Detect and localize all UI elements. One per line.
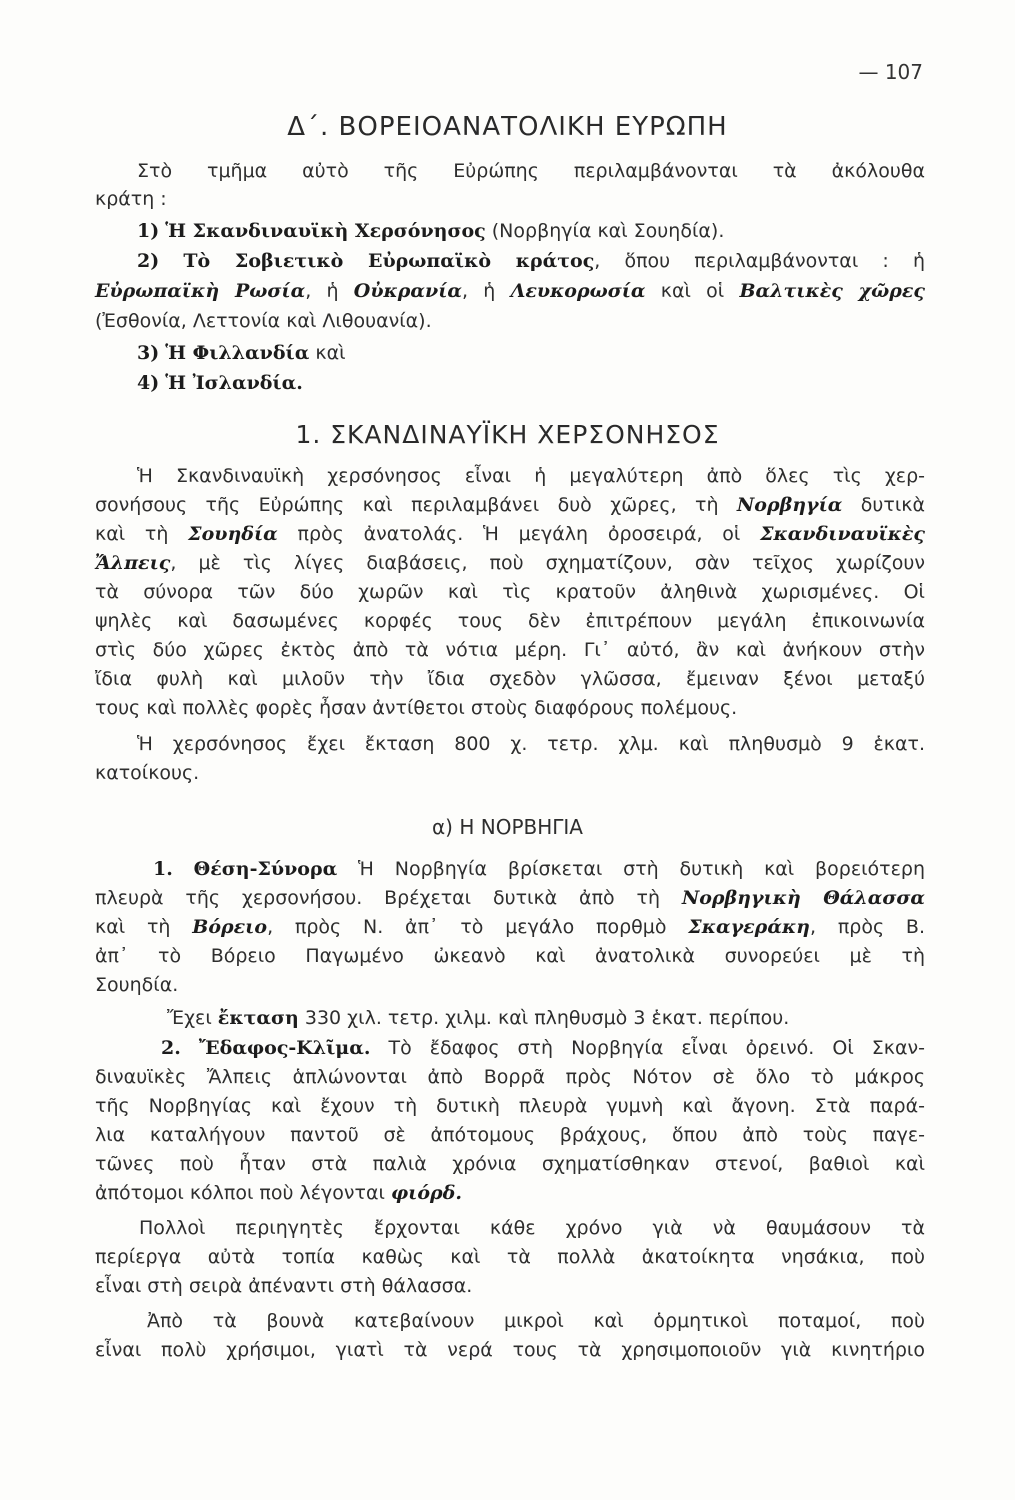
term-skagerrak: Σκαγεράκη bbox=[688, 916, 810, 938]
text-fragment: καὶ τὴ bbox=[95, 916, 193, 938]
term-norwegian-sea: Νορβηγικὴ Θάλασσα bbox=[681, 887, 925, 909]
subsection-title: 1. ΣΚΑΝΔΙΝΑΥΪΚΗ ΧΕΡΣΟΝΗΣΟΣ bbox=[295, 420, 720, 449]
term-ukraine: Οὐκρανία bbox=[353, 280, 463, 302]
list-item-2-text: , ὅπου περιλαμβάνονται : ἡ bbox=[594, 250, 925, 272]
text-fragment: , πρὸς Ν. ἀπ᾿ τὸ μεγάλο πορθμὸ bbox=[267, 916, 689, 938]
para5-line-6 bbox=[95, 1182, 925, 1204]
para1-line-6: ψηλὲς καὶ δασωμένες κορφές τους δὲν ἐπιτρέπουν μεγάλη ἐπικοινωνία bbox=[95, 610, 925, 632]
list-item-1-title: Ἡ Σκανδιναυϊκὴ Χερσόνησος bbox=[165, 220, 486, 242]
text-fragment: δυτικὰ bbox=[842, 494, 926, 516]
para6-line-3: εἶναι στὴ σειρὰ ἀπέναντι στὴ θάλασσα. bbox=[95, 1275, 473, 1297]
para3-line-2 bbox=[95, 887, 925, 909]
text-fragment: καὶ οἱ bbox=[645, 280, 740, 302]
text-fragment: καὶ τὴ bbox=[95, 523, 189, 545]
term-norway: Νορβηγία bbox=[736, 494, 843, 516]
list-item-1 bbox=[95, 220, 925, 242]
text-fragment: 330 χιλ. τετρ. χιλμ. καὶ πληθυσμὸ 3 ἑκατ. περίπου. bbox=[298, 1007, 790, 1029]
heading-terrain-climate: Ἔδαφος-Κλῖμα. bbox=[198, 1037, 371, 1059]
text-fragment: , μὲ τὶς λίγες διαβάσεις, ποὺ σχηματίζουν, σὰν τεῖχος χωρίζουν bbox=[170, 552, 925, 574]
list-item-1-number: 1) bbox=[137, 220, 160, 242]
text-fragment: πρὸς ἀνατολάς. Ἡ μεγάλη ὀροσειρά, οἱ bbox=[277, 523, 761, 545]
list-item-1-text: (Νορβηγία καὶ Σουηδία). bbox=[485, 220, 725, 242]
para2-line-2: κατοίκους. bbox=[95, 762, 200, 784]
para7-line-2: εἶναι πολὺ χρήσιμοι, γιατὶ τὰ νερά τους τὰ χρησιμοποιοῦν γιὰ κινητήριο bbox=[95, 1339, 925, 1361]
para6-line-2: περίεργα αὐτὰ τοπία καθὼς καὶ τὰ πολλὰ ἀκατοίκητα νησάκια, ποὺ bbox=[95, 1246, 925, 1268]
heading-position-borders: Θέση-Σύνορα bbox=[193, 858, 338, 880]
text-fragment: , ἡ bbox=[305, 280, 354, 302]
list-item-4-number: 4) bbox=[137, 372, 160, 394]
para5-line-1 bbox=[95, 1037, 925, 1059]
term-scandinavian: Σκανδιναυϊκὲς bbox=[760, 523, 925, 545]
para1-line-5: τὰ σύνορα τῶν δύο χωρῶν καὶ τὶς κρατοῦν ἀληθινὰ χωρισμένες. Οἱ bbox=[95, 581, 925, 603]
para3-number: 1. bbox=[153, 858, 173, 880]
page-number: — 107 bbox=[858, 60, 923, 84]
list-item-3 bbox=[95, 342, 925, 364]
text-fragment: Τὸ ἔδαφος στὴ Νορβηγία εἶναι ὀρεινό. Οἱ Σκαν- bbox=[370, 1037, 925, 1059]
intro-line-1: Στὸ τμῆμα αὐτὸ τῆς Εὐρώπης περιλαμβάνονται τὰ ἀκόλουθα bbox=[137, 160, 925, 182]
list-item-2-line-2 bbox=[95, 280, 925, 302]
para5-line-2: διναυϊκὲς Ἄλπεις ἁπλώνονται ἀπὸ Βορρᾶ πρὸς Νότον σὲ ὅλο τὸ μάκρος bbox=[95, 1066, 925, 1088]
para1-line-2 bbox=[95, 494, 925, 516]
para5-line-5: τῶνες ποὺ ἦταν στὰ παλιὰ χρόνια σχηματίσθηκαν στενοί, βαθιοὶ καὶ bbox=[95, 1153, 925, 1175]
section-title: Δ΄. ΒΟΡΕΙΟΑΝΑΤΟΛΙΚΗ ΕΥΡΩΠΗ bbox=[287, 112, 728, 142]
list-item-3-number: 3) bbox=[137, 342, 160, 364]
term-area: ἔκταση bbox=[217, 1007, 299, 1029]
para5-line-4: λια καταλήγουν παντοῦ σὲ ἀπότομους βράχους, ὅπου ἀπὸ τοὺς παγε- bbox=[95, 1124, 925, 1146]
para1-line-9: τους καὶ πολλὲς φορὲς ἦσαν ἀντίθετοι στοὺς διαφόρους πολέμους. bbox=[95, 697, 738, 719]
term-european-russia: Εὐρωπαϊκὴ Ρωσία bbox=[95, 280, 306, 302]
para3-line-3 bbox=[95, 916, 925, 938]
norway-heading: α) Η ΝΟΡΒΗΓΙΑ bbox=[432, 815, 583, 839]
para5-line-3: τῆς Νορβηγίας καὶ ἔχουν τὴ δυτικὴ πλευρὰ γυμνὴ καὶ ἄγονη. Στὰ παρά- bbox=[95, 1095, 925, 1117]
para3-line-4: ἀπ᾿ τὸ Βόρειο Παγωμένο ὠκεανὸ καὶ ἀνατολικὰ συνορεύει μὲ τὴ bbox=[95, 945, 925, 967]
term-belarus: Λευκορωσία bbox=[510, 280, 646, 302]
list-item-4 bbox=[95, 372, 925, 394]
list-item-3-title: Ἡ Φιλλανδία bbox=[165, 342, 310, 364]
para7-line-1: Ἀπὸ τὰ βουνὰ κατεβαίνουν μικροὶ καὶ ὁρμητικοὶ ποταμοί, ποὺ bbox=[147, 1310, 925, 1332]
list-item-2-title: Τὸ Σοβιετικὸ Εὐρωπαϊκὸ κράτος bbox=[183, 250, 595, 272]
term-fjord: φιόρδ. bbox=[390, 1182, 462, 1204]
list-item-2-line-3: (Ἐσθονία, Λεττονία καὶ Λιθουανία). bbox=[95, 310, 432, 332]
para1-line-4 bbox=[95, 552, 925, 574]
para1-line-8: ἴδια φυλὴ καὶ μιλοῦν τὴν ἴδια σχεδὸν γλῶσσα, ἔμειναν ξένοι μεταξύ bbox=[95, 668, 925, 690]
para2-line-1: Ἡ χερσόνησος ἔχει ἔκταση 800 χ. τετρ. χλμ. καὶ πληθυσμὸ 9 ἑκατ. bbox=[137, 733, 925, 755]
para1-line-1: Ἡ Σκανδιναυϊκὴ χερσόνησος εἶναι ἡ μεγαλύτερη ἀπὸ ὅλες τὶς χερ- bbox=[137, 465, 925, 487]
para3-line-5: Σουηδία. bbox=[95, 974, 179, 996]
para3-line-1 bbox=[95, 858, 925, 880]
para1-line-3 bbox=[95, 523, 925, 545]
term-alps: Ἄλπεις bbox=[95, 552, 171, 574]
list-item-2 bbox=[95, 250, 925, 272]
text-fragment: , ἡ bbox=[462, 280, 511, 302]
list-item-3-text: καὶ bbox=[309, 342, 346, 364]
text-fragment: ἀπότομοι κόλποι ποὺ λέγονται bbox=[95, 1182, 391, 1204]
text-fragment: σονήσους τῆς Εὐρώπης καὶ περιλαμβάνει δυὸ χῶρες, τὴ bbox=[95, 494, 737, 516]
text-fragment: Ἔχει bbox=[167, 1007, 218, 1029]
term-sweden: Σουηδία bbox=[188, 523, 278, 545]
para5-number: 2. bbox=[161, 1037, 181, 1059]
term-north-sea: Βόρειο bbox=[192, 916, 268, 938]
list-item-2-number: 2) bbox=[137, 250, 160, 272]
para4-line bbox=[95, 1007, 925, 1029]
para6-line-1: Πολλοὶ περιηγητὲς ἔρχονται κάθε χρόνο γιὰ νὰ θαυμάσουν τὰ bbox=[139, 1217, 925, 1239]
text-fragment: , πρὸς Β. bbox=[810, 916, 926, 938]
text-fragment: Ἡ Νορβηγία βρίσκεται στὴ δυτικὴ καὶ βορειότερη bbox=[337, 858, 925, 880]
list-item-4-title: Ἡ Ἰσλανδία. bbox=[165, 372, 303, 394]
para1-line-7: στὶς δύο χῶρες ἐκτὸς ἀπὸ τὰ νότια μέρη. Γι᾿ αὐτό, ἂν καὶ ἀνήκουν στὴν bbox=[95, 639, 925, 661]
intro-line-2: κράτη : bbox=[95, 188, 167, 210]
term-baltic-countries: Βαλτικὲς χῶρες bbox=[739, 280, 926, 302]
text-fragment: πλευρὰ τῆς χερσονήσου. Βρέχεται δυτικὰ ἀπὸ τὴ bbox=[95, 887, 682, 909]
